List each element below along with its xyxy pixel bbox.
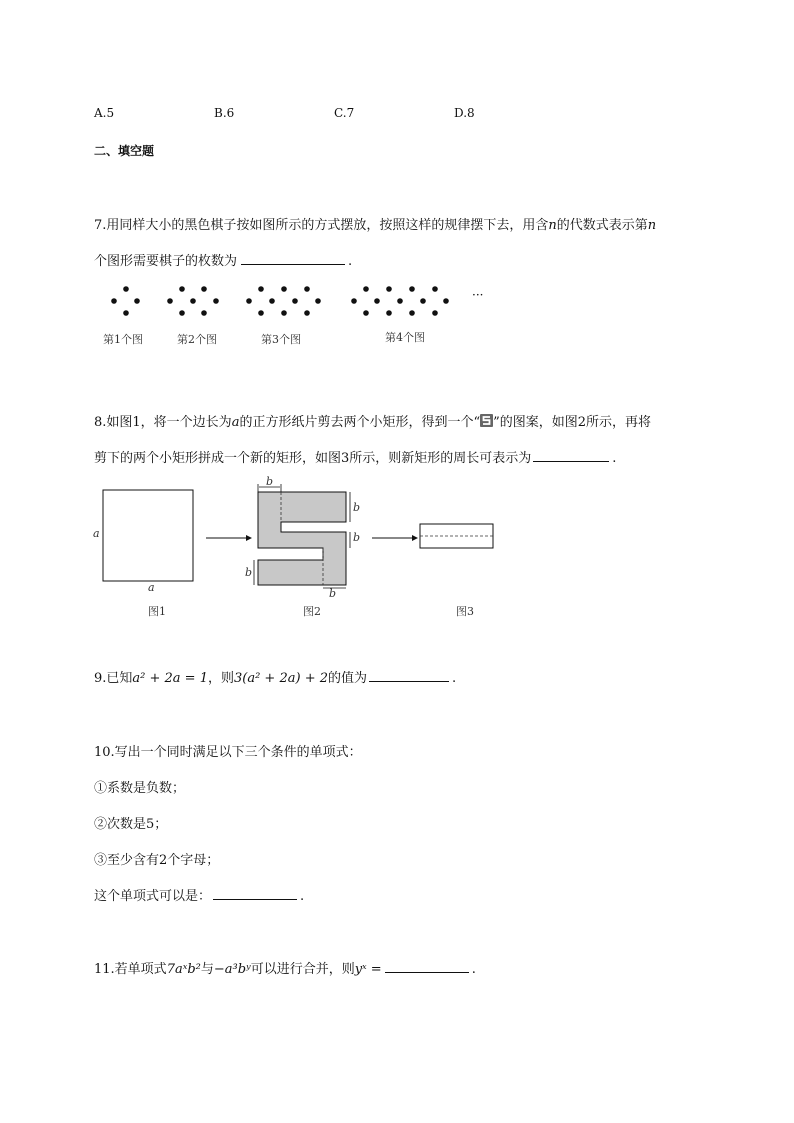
q7-end: . (348, 254, 353, 269)
q7-figure-2 (167, 286, 219, 316)
option-d: D.8 (454, 106, 475, 120)
q9-line (94, 667, 456, 686)
q7-fig-label-4: 第4个图 (385, 331, 425, 344)
q10-condition-3: ③至少含有2个字母； (94, 853, 220, 868)
option-c: C.7 (334, 106, 355, 120)
q9-suffix: 的值为 (327, 671, 367, 686)
arrow-right-icon-2 (372, 533, 422, 543)
q9-eq2: 3(a² + 2a) + 2 (234, 671, 328, 686)
q8-fig-label-1: 图1 (148, 605, 166, 618)
q7-line1 (94, 214, 656, 233)
q7-figure-1 (111, 286, 140, 316)
q11-mono2: −a³bʸ (213, 962, 251, 977)
q11-answer-blank[interactable] (385, 960, 469, 973)
q10-answer-blank[interactable] (213, 887, 297, 900)
q8-fig2-label-left-b: b (245, 566, 253, 579)
q9-eq1: a² + 2a = 1 (132, 671, 208, 686)
q7-text-c: 个图形需要棋子的枚数为 (94, 254, 238, 269)
q11-mid: 与 (200, 962, 214, 977)
q8-fig2-label-right-b2: b (353, 531, 361, 544)
s-shape-icon (480, 414, 493, 427)
q9-answer-blank[interactable] (369, 669, 449, 682)
q8-text-a: 8.如图1，将一个边长为 (94, 415, 232, 430)
q11-text: 可以进行合并，则 (250, 962, 355, 977)
q7-var-n2: n (647, 218, 657, 233)
q10-intro: 10.写出一个同时满足以下三个条件的单项式： (94, 745, 362, 760)
q7-ellipsis: ··· (472, 288, 484, 302)
q11-end: . (471, 962, 476, 977)
q8-text-b: 的正方形纸片剪去两个小矩形，得到一个“ (239, 415, 481, 430)
q8-fig2-label-bottom-b: b (329, 587, 337, 600)
section-title: 二、填空题 (94, 144, 155, 158)
q8-var-a: a (231, 415, 240, 430)
option-a: A.5 (94, 106, 115, 120)
q7-figure-3 (246, 286, 321, 316)
q9-prefix: 9.已知 (94, 671, 133, 686)
q7-fig-label-3: 第3个图 (261, 333, 301, 346)
q8-fig1-bottom-label: a (148, 581, 155, 594)
q10-condition-2: ②次数是5； (94, 817, 168, 832)
q9-mid: ，则 (207, 671, 234, 686)
q8-figure-1 (100, 488, 200, 588)
q8-fig-label-2: 图2 (303, 605, 321, 618)
q8-fig1-side-label: a (93, 527, 100, 540)
q8-end: . (612, 451, 617, 466)
q8-text-c: ”的图案，如图2所示，再将 (493, 415, 652, 430)
option-b: B.6 (214, 106, 235, 120)
q11-line (94, 958, 476, 977)
q10-condition-1: ①系数是负数； (94, 781, 186, 796)
q11-mono1: 7aˣb² (166, 962, 201, 977)
q7-var-n: n (548, 218, 557, 233)
q7-figure-4 (351, 286, 449, 316)
q8-figure-3 (418, 522, 498, 552)
q9-end: . (452, 671, 457, 686)
q8-answer-blank[interactable] (533, 449, 609, 462)
q8-fig-label-3: 图3 (456, 605, 474, 618)
q8-fig2-label-top-b: b (266, 475, 274, 488)
q7-fig-label-1: 第1个图 (103, 333, 143, 346)
q10-answer-line (94, 885, 304, 904)
q7-fig-label-2: 第2个图 (177, 333, 217, 346)
q7-text-b: 的代数式表示第 (556, 218, 648, 233)
q10-answer-prefix: 这个单项式可以是： (94, 889, 212, 904)
q8-fig2-label-right-b1: b (353, 501, 361, 514)
q8-line2 (94, 447, 616, 466)
q8-figure-2 (240, 475, 360, 595)
q8-text-d: 剪下的两个小矩形拼成一个新的矩形，如图3所示，则新矩形的周长可表示为 (94, 451, 532, 466)
q11-expr: yˣ = (354, 962, 382, 977)
s-shape (258, 492, 346, 585)
q10-end: . (300, 889, 305, 904)
q11-prefix: 11.若单项式 (94, 962, 167, 977)
q8-line1 (94, 411, 651, 430)
q7-text-a: 7.用同样大小的黑色棋子按如图所示的方式摆放，按照这样的规律摆下去，用含 (94, 218, 549, 233)
q7-answer-blank[interactable] (241, 252, 345, 265)
q7-line2 (94, 250, 352, 269)
